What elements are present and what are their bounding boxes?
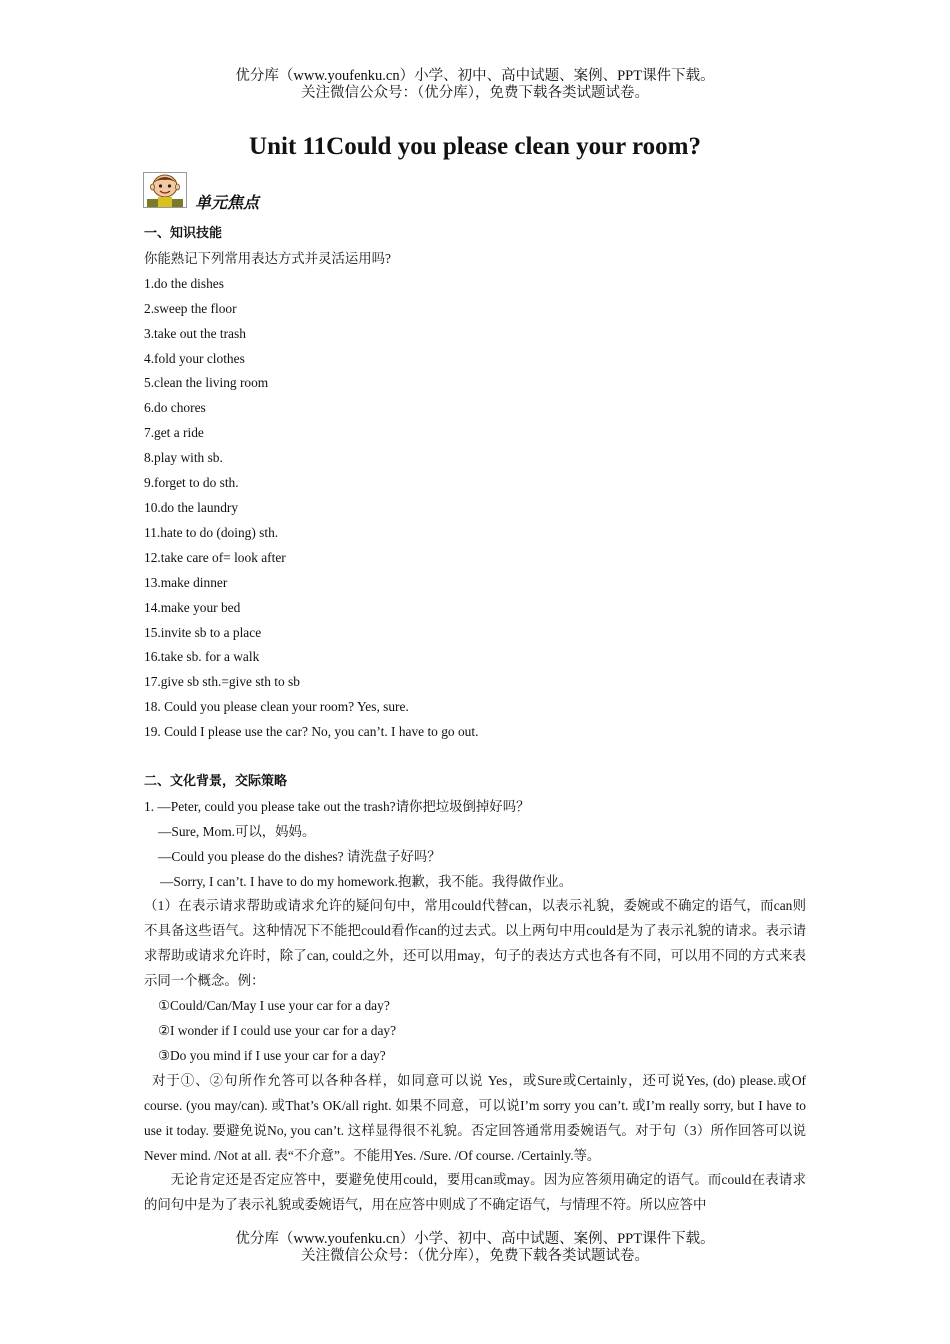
phrase-item: 9.forget to do sth. xyxy=(144,475,239,491)
header-line-2: 关注微信公众号：（优分库），免费下载各类试题试卷。 xyxy=(301,85,649,101)
dialog-line: —Sure, Mom.可以，妈妈。 xyxy=(158,823,316,839)
unit-title: Unit 11Could you please clean your room? xyxy=(249,133,701,160)
phrase-item: 11.hate to do (doing) sth. xyxy=(144,524,279,540)
phrase-item: 3.take out the trash xyxy=(144,325,246,341)
phrase-item: 15.invite sb to a place xyxy=(144,624,262,640)
section2-heading: 二、文化背景，交际策略 xyxy=(144,773,288,789)
header-line-1: 优分库（www.youfenku.cn）小学、初中、高中试题、案例、PPT课件下载。 xyxy=(235,68,715,84)
blank-line xyxy=(144,745,806,770)
phrase-item: 2.sweep the floor xyxy=(144,300,237,316)
dialog-line: 1. —Peter, could you please take out the trash?请你把垃圾倒掉好吗？ xyxy=(144,798,530,814)
phrase-item: 16.take sb. for a walk xyxy=(144,649,260,665)
phrase-item: 17.give sb sth.=give sth to sb xyxy=(144,674,300,690)
explanation-paragraph-1: （1）在表示请求帮助或请求允许的疑问句中，常用could代替can，以表示礼貌，委婉或不确定的语气，而can则不具备这些语气。这种情况下不能把could看作can的过去式。以上两句中用could是为了表示礼貌的请求。表示请求帮助或请求允许时，除了can, could之外，还可以用may，句子的表达方式也各有不同，可以用不同的方式来表示同一个概念。例： xyxy=(144,898,806,989)
footer-line-2: 关注微信公众号：（优分库），免费下载各类试题试卷。 xyxy=(301,1248,649,1264)
unit-focus-label: 单元焦点 xyxy=(195,193,260,212)
example-sentence: ①Could/Can/May I use your car for a day? xyxy=(158,998,390,1014)
footer-line-1: 优分库（www.youfenku.cn）小学、初中、高中试题、案例、PPT课件下载。 xyxy=(235,1231,715,1247)
dialog-line: —Sorry, I can’t. I have to do my homework.抱歉，我不能。我得做作业。 xyxy=(160,873,573,889)
dialog-line: —Could you please do the dishes? 请洗盘子好吗？ xyxy=(158,848,441,864)
phrase-item: 6.do chores xyxy=(144,400,206,416)
phrase-item: 8.play with sb. xyxy=(144,450,223,466)
phrase-item: 19. Could I please use the car? No, you can’t. I have to go out. xyxy=(144,724,479,740)
example-sentence: ②I wonder if I could use your car for a day? xyxy=(158,1022,397,1038)
phrase-item: 5.clean the living room xyxy=(144,375,269,391)
phrase-item: 13.make dinner xyxy=(144,574,228,590)
phrase-item: 18. Could you please clean your room? Yes, sure. xyxy=(144,699,409,715)
phrase-item: 7.get a ride xyxy=(144,425,204,441)
page-footer xyxy=(0,1231,950,1265)
phrase-item: 12.take care of= look after xyxy=(144,549,286,565)
explanation-paragraph-3: 无论肯定还是否定应答中，要避免使用could，要用can或may。因为应答须用确定的语气。而could在表请求的问句中是为了表示礼貌或委婉语气，用在应答中则成了不确定语气，与情理不符。所以应答中 xyxy=(144,1172,806,1213)
section1-heading: 一、知识技能 xyxy=(144,226,223,241)
cartoon-boy-icon xyxy=(143,172,187,208)
phrase-item: 14.make your bed xyxy=(144,599,241,615)
phrase-item: 1.do the dishes xyxy=(144,275,224,291)
document-body xyxy=(144,222,806,1218)
phrase-item: 4.fold your clothes xyxy=(144,350,245,366)
page-header xyxy=(0,68,950,102)
explanation-paragraph-2: 对于①、②句所作允答可以各种各样，如同意可以说 Yes，或Sure或Certainly，还可说Yes, (do) please.或Of course. (you may/can). 或That’s OK/all right. 如果不同意，可以说I’m sorry you can’t. 或I’m really sorry, but I have to use it today. 要避免说No, you can’t. 这样显得很不礼貌。否定回答通常用委婉语气。对于句（3）所作回答可以说Never mind. /Not at all. 表“不介意”。不能用Yes. /Sure. /Of course. /Certainly.等。 xyxy=(144,1072,806,1163)
phrase-item: 10.do the laundry xyxy=(144,499,239,515)
example-sentence: ③Do you mind if I use your car for a day? xyxy=(158,1047,386,1063)
section1-intro: 你能熟记下列常用表达方式并灵活运用吗? xyxy=(144,250,391,266)
